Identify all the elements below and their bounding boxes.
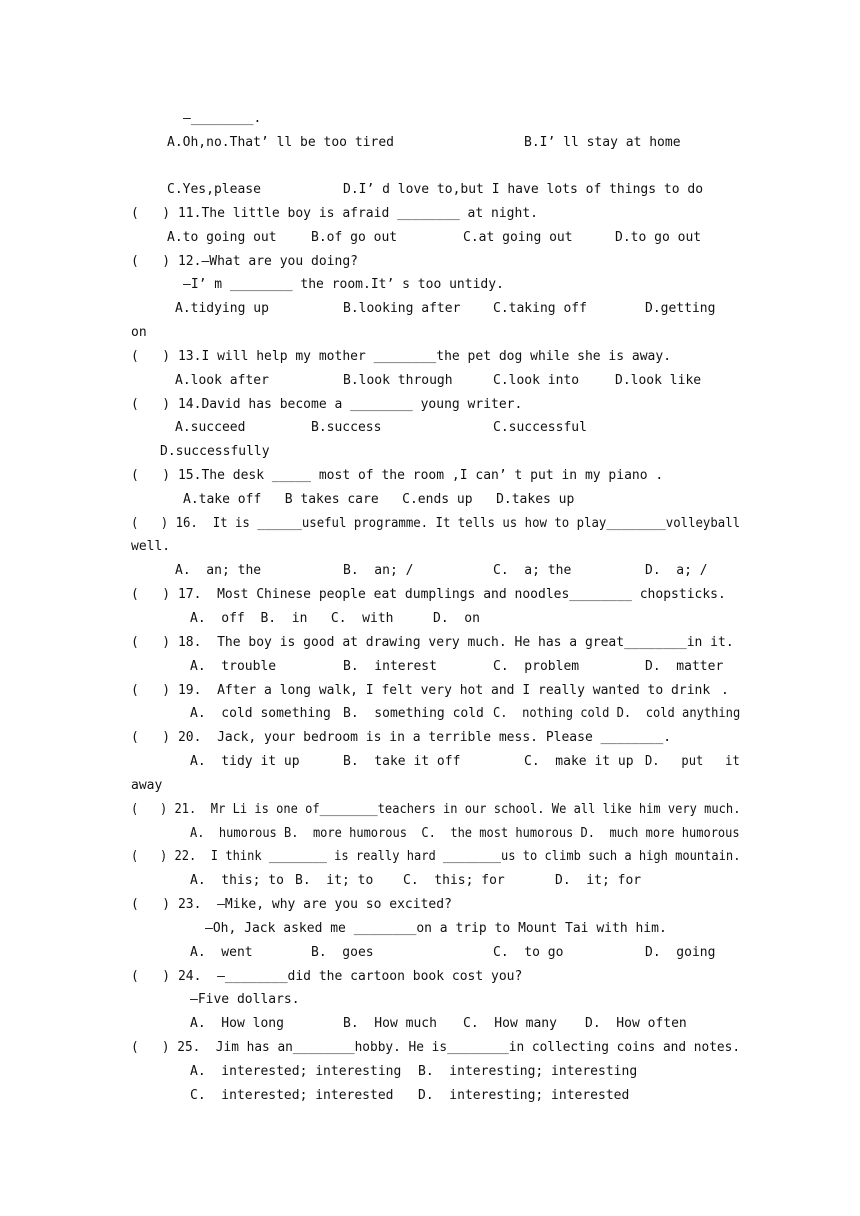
text-line: C. problem bbox=[493, 659, 580, 674]
text-line: C. nothing cold D. cold anything bbox=[493, 706, 741, 721]
text-line: D.to go out bbox=[615, 230, 702, 245]
text-line: ( ) 13.I will help my mother ________the pet dog while she is away. bbox=[131, 349, 672, 364]
text-line: D. interesting; interested bbox=[418, 1088, 630, 1103]
text-line: D. it; for bbox=[555, 873, 642, 888]
text-line: ( ) 19. After a long walk, I felt very hot and I really wanted to drink bbox=[131, 683, 711, 698]
text-line: B. goes bbox=[311, 945, 374, 960]
text-line: C.taking off bbox=[493, 301, 587, 316]
text-line: A. off B. in C. with bbox=[190, 611, 394, 626]
text-line: D. on bbox=[433, 611, 480, 626]
text-line: C. How many bbox=[463, 1016, 557, 1031]
text-line: C. a; the bbox=[493, 563, 572, 578]
text-line: ( ) 11.The little boy is afraid ________ at night. bbox=[131, 206, 538, 221]
text-line: A. an; the bbox=[175, 563, 262, 578]
text-line: A. How long bbox=[190, 1016, 284, 1031]
text-line: D. put it bbox=[645, 754, 740, 769]
text-line: well. bbox=[131, 539, 171, 554]
text-line: A. this; to bbox=[190, 873, 284, 888]
text-line: A.Oh,no.That’ ll be too tired bbox=[167, 135, 394, 150]
text-line: A. interested; interesting bbox=[190, 1064, 402, 1079]
text-line: B. interesting; interesting bbox=[418, 1064, 638, 1079]
text-line: C.look into bbox=[493, 373, 580, 388]
text-line: A.tidying up bbox=[175, 301, 269, 316]
text-line: —________. bbox=[183, 111, 262, 126]
text-line: ( ) 20. Jack, your bedroom is in a terrible mess. Please ________. bbox=[131, 730, 672, 745]
text-line: B. an; / bbox=[343, 563, 414, 578]
text-line: ( ) 24. —________did the cartoon book cost you? bbox=[131, 969, 523, 984]
text-line: B.of go out bbox=[311, 230, 398, 245]
text-line: D.look like bbox=[615, 373, 702, 388]
text-line: ( ) 22. I think ________ is really hard ________us to climb such a high mountain. bbox=[131, 849, 741, 864]
text-line: A.take off B takes care C.ends up D.takes up bbox=[183, 492, 575, 507]
text-line: B.success bbox=[311, 420, 382, 435]
text-line: ( ) 14.David has become a ________ young writer. bbox=[131, 397, 523, 412]
text-line: B. interest bbox=[343, 659, 437, 674]
text-line: B.look through bbox=[343, 373, 453, 388]
text-line: D. a; / bbox=[645, 563, 708, 578]
text-line: —Oh, Jack asked me ________on a trip to Mount Tai with him. bbox=[205, 921, 667, 936]
text-line: C. interested; interested bbox=[190, 1088, 394, 1103]
text-line: ( ) 25. Jim has an________hobby. He is________in collecting coins and notes. bbox=[131, 1040, 741, 1055]
text-line: C. this; for bbox=[403, 873, 505, 888]
text-line: A. humorous B. more humorous C. the most humorous D. much more humorous bbox=[190, 826, 740, 841]
text-line: —I’ m ________ the room.It’ s too untidy. bbox=[183, 277, 504, 292]
text-line: D.I’ d love to,but I have lots of things to do bbox=[343, 182, 704, 197]
text-line: on bbox=[131, 325, 147, 340]
text-line: ( ) 15.The desk _____ most of the room ,I can’ t put in my piano . bbox=[131, 468, 664, 483]
text-line: ( ) 18. The boy is good at drawing very much. He has a great________in it. bbox=[131, 635, 734, 650]
text-line: ( ) 21. Mr Li is one of________teachers in our school. We all like him very much. bbox=[131, 802, 741, 817]
text-line: D. How often bbox=[585, 1016, 687, 1031]
text-line: B.I’ ll stay at home bbox=[524, 135, 681, 150]
text-line: A.to going out bbox=[167, 230, 277, 245]
text-line: A. went bbox=[190, 945, 253, 960]
text-line: D. going bbox=[645, 945, 716, 960]
text-line: C. to go bbox=[493, 945, 564, 960]
text-line: B. How much bbox=[343, 1016, 437, 1031]
text-line: away bbox=[131, 778, 163, 793]
text-line: C. make it up bbox=[524, 754, 634, 769]
text-line: D.getting bbox=[645, 301, 716, 316]
text-line: C.at going out bbox=[463, 230, 573, 245]
text-line: C.successful bbox=[493, 420, 587, 435]
text-line: ( ) 23. —Mike, why are you so excited? bbox=[131, 897, 452, 912]
text-line: B. it; to bbox=[295, 873, 374, 888]
text-line: B.looking after bbox=[343, 301, 461, 316]
text-line: ( ) 17. Most Chinese people eat dumplings and noodles________ chopsticks. bbox=[131, 587, 726, 602]
text-line: C.Yes,please bbox=[167, 182, 261, 197]
text-line: D.successfully bbox=[160, 444, 270, 459]
text-line: B. take it off bbox=[343, 754, 461, 769]
text-line: —Five dollars. bbox=[190, 992, 300, 1007]
text-line: A.look after bbox=[175, 373, 269, 388]
text-line: A. cold something bbox=[190, 706, 331, 721]
text-line: D. matter bbox=[645, 659, 724, 674]
text-line: A. trouble bbox=[190, 659, 277, 674]
text-line: A.succeed bbox=[175, 420, 246, 435]
text-line: B. something cold bbox=[343, 706, 484, 721]
text-line: ( ) 16. It is ______useful programme. It tells us how to play________volleyball bbox=[131, 516, 741, 531]
text-line: A. tidy it up bbox=[190, 754, 300, 769]
text-line: . bbox=[721, 683, 729, 698]
text-line: ( ) 12.—What are you doing? bbox=[131, 254, 358, 269]
